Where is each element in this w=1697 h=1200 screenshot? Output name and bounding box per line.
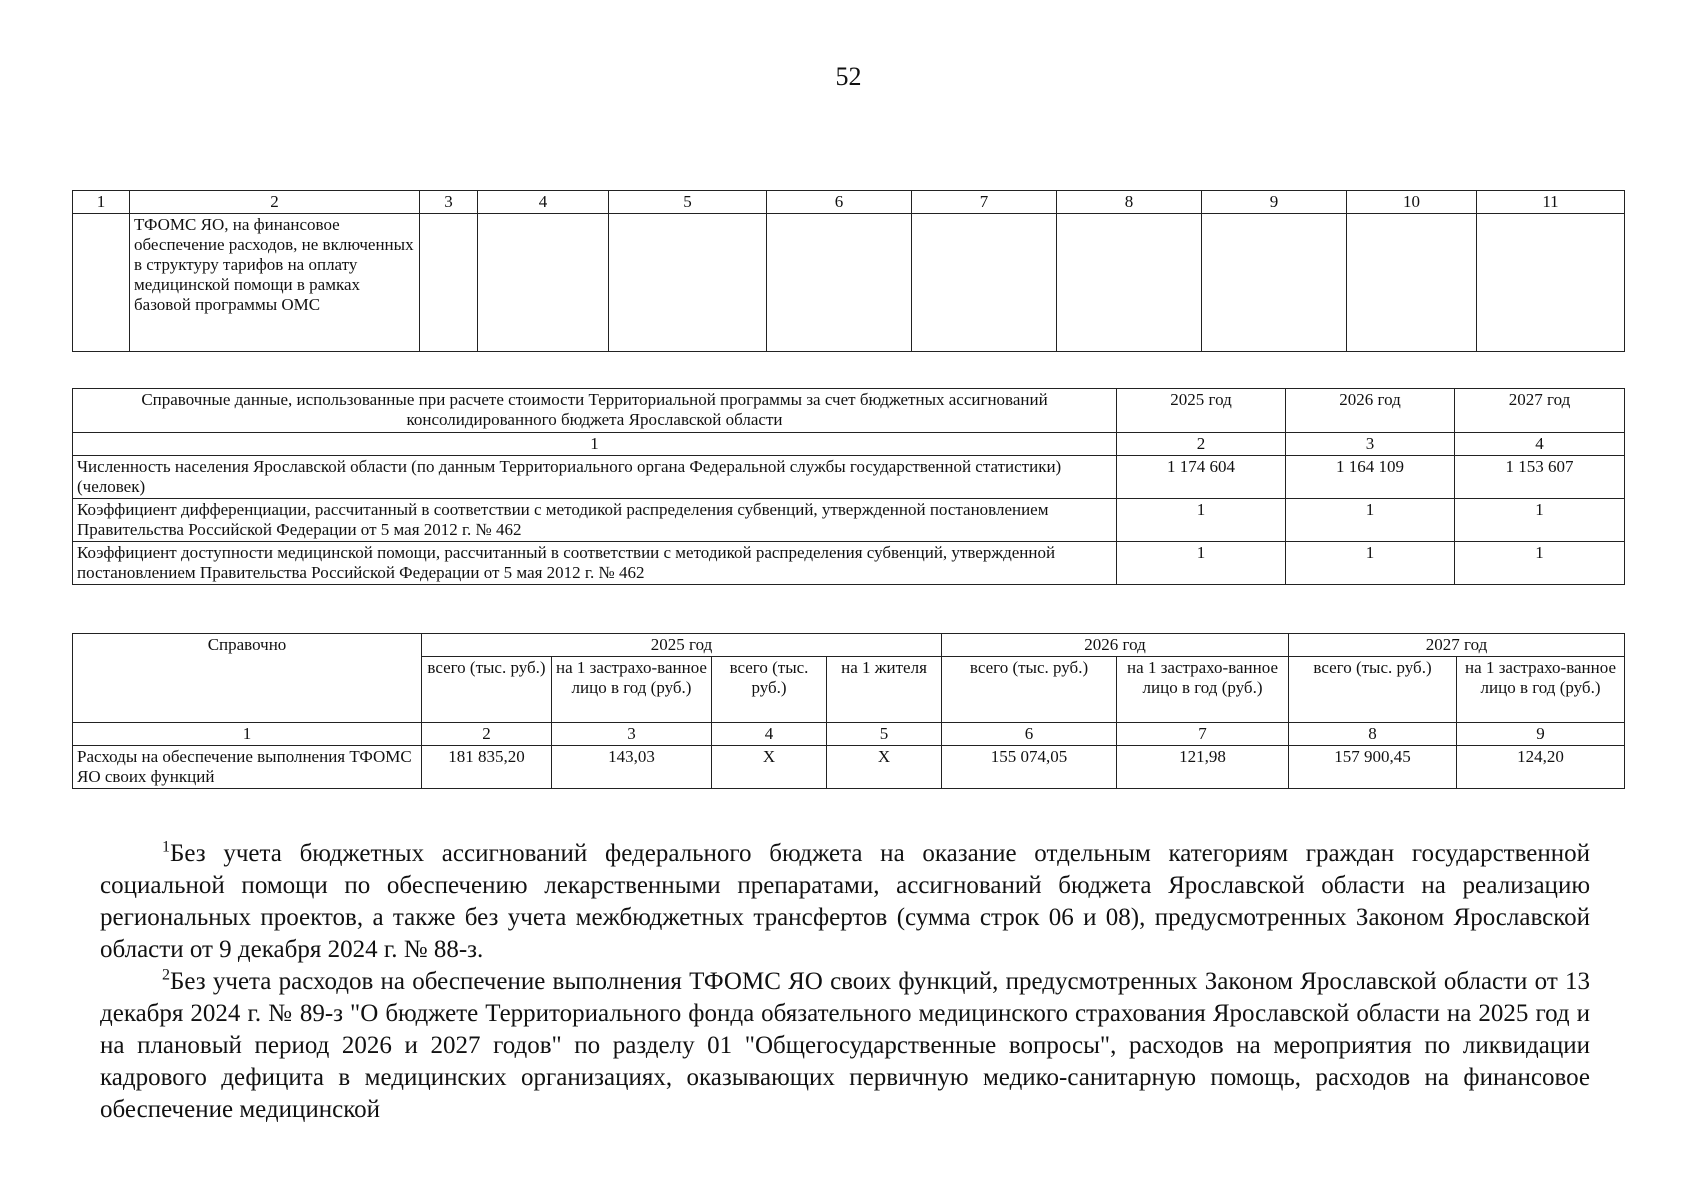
header-cell: 2027 год [1455, 389, 1625, 433]
table-header-row [73, 634, 1625, 657]
table-cell: 124,20 [1457, 746, 1625, 789]
table-cell: 1 [1117, 542, 1286, 585]
table-cell [609, 214, 767, 352]
column-number: 7 [1117, 723, 1289, 746]
reference-expenses-table [72, 633, 1625, 789]
table-cell: 1 164 109 [1286, 456, 1455, 499]
header-cell: 8 [1057, 191, 1202, 214]
column-number: 5 [827, 723, 942, 746]
column-number: 2 [422, 723, 552, 746]
year-header: 2026 год [942, 634, 1289, 657]
table-cell: Х [827, 746, 942, 789]
table-cell: 1 174 604 [1117, 456, 1286, 499]
column-number: 6 [942, 723, 1117, 746]
table-row [73, 456, 1625, 499]
footnotes [100, 838, 1590, 1126]
footnote-mark: 2 [162, 966, 170, 984]
column-number: 3 [1286, 433, 1455, 456]
table-cell [1347, 214, 1477, 352]
table-cell [478, 214, 609, 352]
subheader-cell: на 1 застрахо-ванное лицо в год (руб.) [1457, 657, 1625, 723]
header-cell: 5 [609, 191, 767, 214]
header-cell: 2026 год [1286, 389, 1455, 433]
header-cell: 11 [1477, 191, 1625, 214]
subheader-cell: всего (тыс. руб.) [942, 657, 1117, 723]
page-number: 52 [835, 62, 862, 91]
header-cell: 9 [1202, 191, 1347, 214]
table-cell [73, 214, 130, 352]
header-cell: 10 [1347, 191, 1477, 214]
table-cell: ТФОМС ЯО, на финансовое обеспечение расходов, не включенных в структуру тарифов на оплату медицинской помощи в рамках базовой программы ОМС [130, 214, 420, 352]
table-cell: 121,98 [1117, 746, 1289, 789]
table-cell [1202, 214, 1347, 352]
table-cell: Численность населения Ярославской области (по данным Территориального органа Федеральной службы государственной статистики) (человек) [73, 456, 1117, 499]
column-number: 2 [1117, 433, 1286, 456]
header-cell: Справочные данные, использованные при расчете стоимости Территориальной программы за счет бюджетных ассигнований консолидированного бюджета Ярославской области [73, 389, 1117, 433]
table-cell [1477, 214, 1625, 352]
header-cell: 7 [912, 191, 1057, 214]
table-cell: 1 153 607 [1455, 456, 1625, 499]
footnote [100, 966, 1590, 1126]
year-header: 2025 год [422, 634, 942, 657]
column-number-row [73, 433, 1625, 456]
column-number: 3 [552, 723, 712, 746]
footnote [100, 838, 1590, 966]
table-header-row [73, 389, 1625, 433]
column-number: 1 [73, 433, 1117, 456]
table-cell: Коэффициент доступности медицинской помощи, рассчитанный в соответствии с методикой распределения субвенций, утвержденной постановлением Правительства Российской Федерации от 5 мая 2012 г. № 462 [73, 542, 1117, 585]
table-row [73, 214, 1625, 352]
table-cell: 1 [1286, 499, 1455, 542]
subheader-cell: всего (тыс. руб.) [712, 657, 827, 723]
column-number: 8 [1289, 723, 1457, 746]
table-cell: Х [712, 746, 827, 789]
subheader-cell: всего (тыс. руб.) [422, 657, 552, 723]
header-cell: 1 [73, 191, 130, 214]
year-header: 2027 год [1289, 634, 1625, 657]
header-cell: 4 [478, 191, 609, 214]
column-number: 4 [712, 723, 827, 746]
table-cell: 181 835,20 [422, 746, 552, 789]
column-number: 4 [1455, 433, 1625, 456]
table-row [73, 746, 1625, 789]
header-cell: 2025 год [1117, 389, 1286, 433]
table-cell [912, 214, 1057, 352]
table-cell [767, 214, 912, 352]
table-row [73, 499, 1625, 542]
table-cell: 143,03 [552, 746, 712, 789]
footnote-mark: 1 [162, 838, 170, 856]
table-cell: Расходы на обеспечение выполнения ТФОМС ЯО своих функций [73, 746, 422, 789]
subheader-cell: на 1 жителя [827, 657, 942, 723]
subheader-cell: на 1 застрахо-ванное лицо в год (руб.) [1117, 657, 1289, 723]
footnote-text: Без учета расходов на обеспечение выполнения ТФОМС ЯО своих функций, предусмотренных Законом Ярославской области от 13 декабря 2024 г. № 89-з "О бюджете Территориального фонда обязательного медицинского страхования Ярославской области на 2025 год и на плановый период 2026 и 2027 годов" по разделу 01 "Общегосударственные вопросы", расходов на мероприятия по ликвидации кадрового дефицита в медицинских организациях, оказывающих первичную медико-санитарную помощь, расходов на финансовое обеспечение медицинской [100, 968, 1590, 1123]
table-cell: 157 900,45 [1289, 746, 1457, 789]
table-cell: Коэффициент дифференциации, рассчитанный в соответствии с методикой распределения субвенций, утвержденной постановлением Правительства Российской Федерации от 5 мая 2012 г. № 462 [73, 499, 1117, 542]
table-cell [1057, 214, 1202, 352]
table-header-row [73, 191, 1625, 214]
header-cell: 3 [420, 191, 478, 214]
table-cell: 1 [1286, 542, 1455, 585]
continuation-table [72, 190, 1625, 352]
table-cell [420, 214, 478, 352]
header-cell: Справочно [73, 634, 422, 723]
table-row [73, 542, 1625, 585]
subheader-cell: на 1 застрахо-ванное лицо в год (руб.) [552, 657, 712, 723]
reference-data-table [72, 388, 1625, 585]
column-number: 1 [73, 723, 422, 746]
column-number-row [73, 723, 1625, 746]
table-cell: 155 074,05 [942, 746, 1117, 789]
footnote-text: Без учета бюджетных ассигнований федерального бюджета на оказание отдельным категориям граждан государственной социальной помощи по обеспечению лекарственными препаратами, ассигнований бюджета Ярославской области на реализацию региональных проектов, а также без учета межбюджетных трансфертов (сумма строк 06 и 08), предусмотренных Законом Ярославской области от 9 декабря 2024 г. № 88-з. [100, 840, 1590, 963]
table-cell: 1 [1117, 499, 1286, 542]
subheader-cell: всего (тыс. руб.) [1289, 657, 1457, 723]
table-cell: 1 [1455, 499, 1625, 542]
header-cell: 2 [130, 191, 420, 214]
column-number: 9 [1457, 723, 1625, 746]
header-cell: 6 [767, 191, 912, 214]
table-cell: 1 [1455, 542, 1625, 585]
